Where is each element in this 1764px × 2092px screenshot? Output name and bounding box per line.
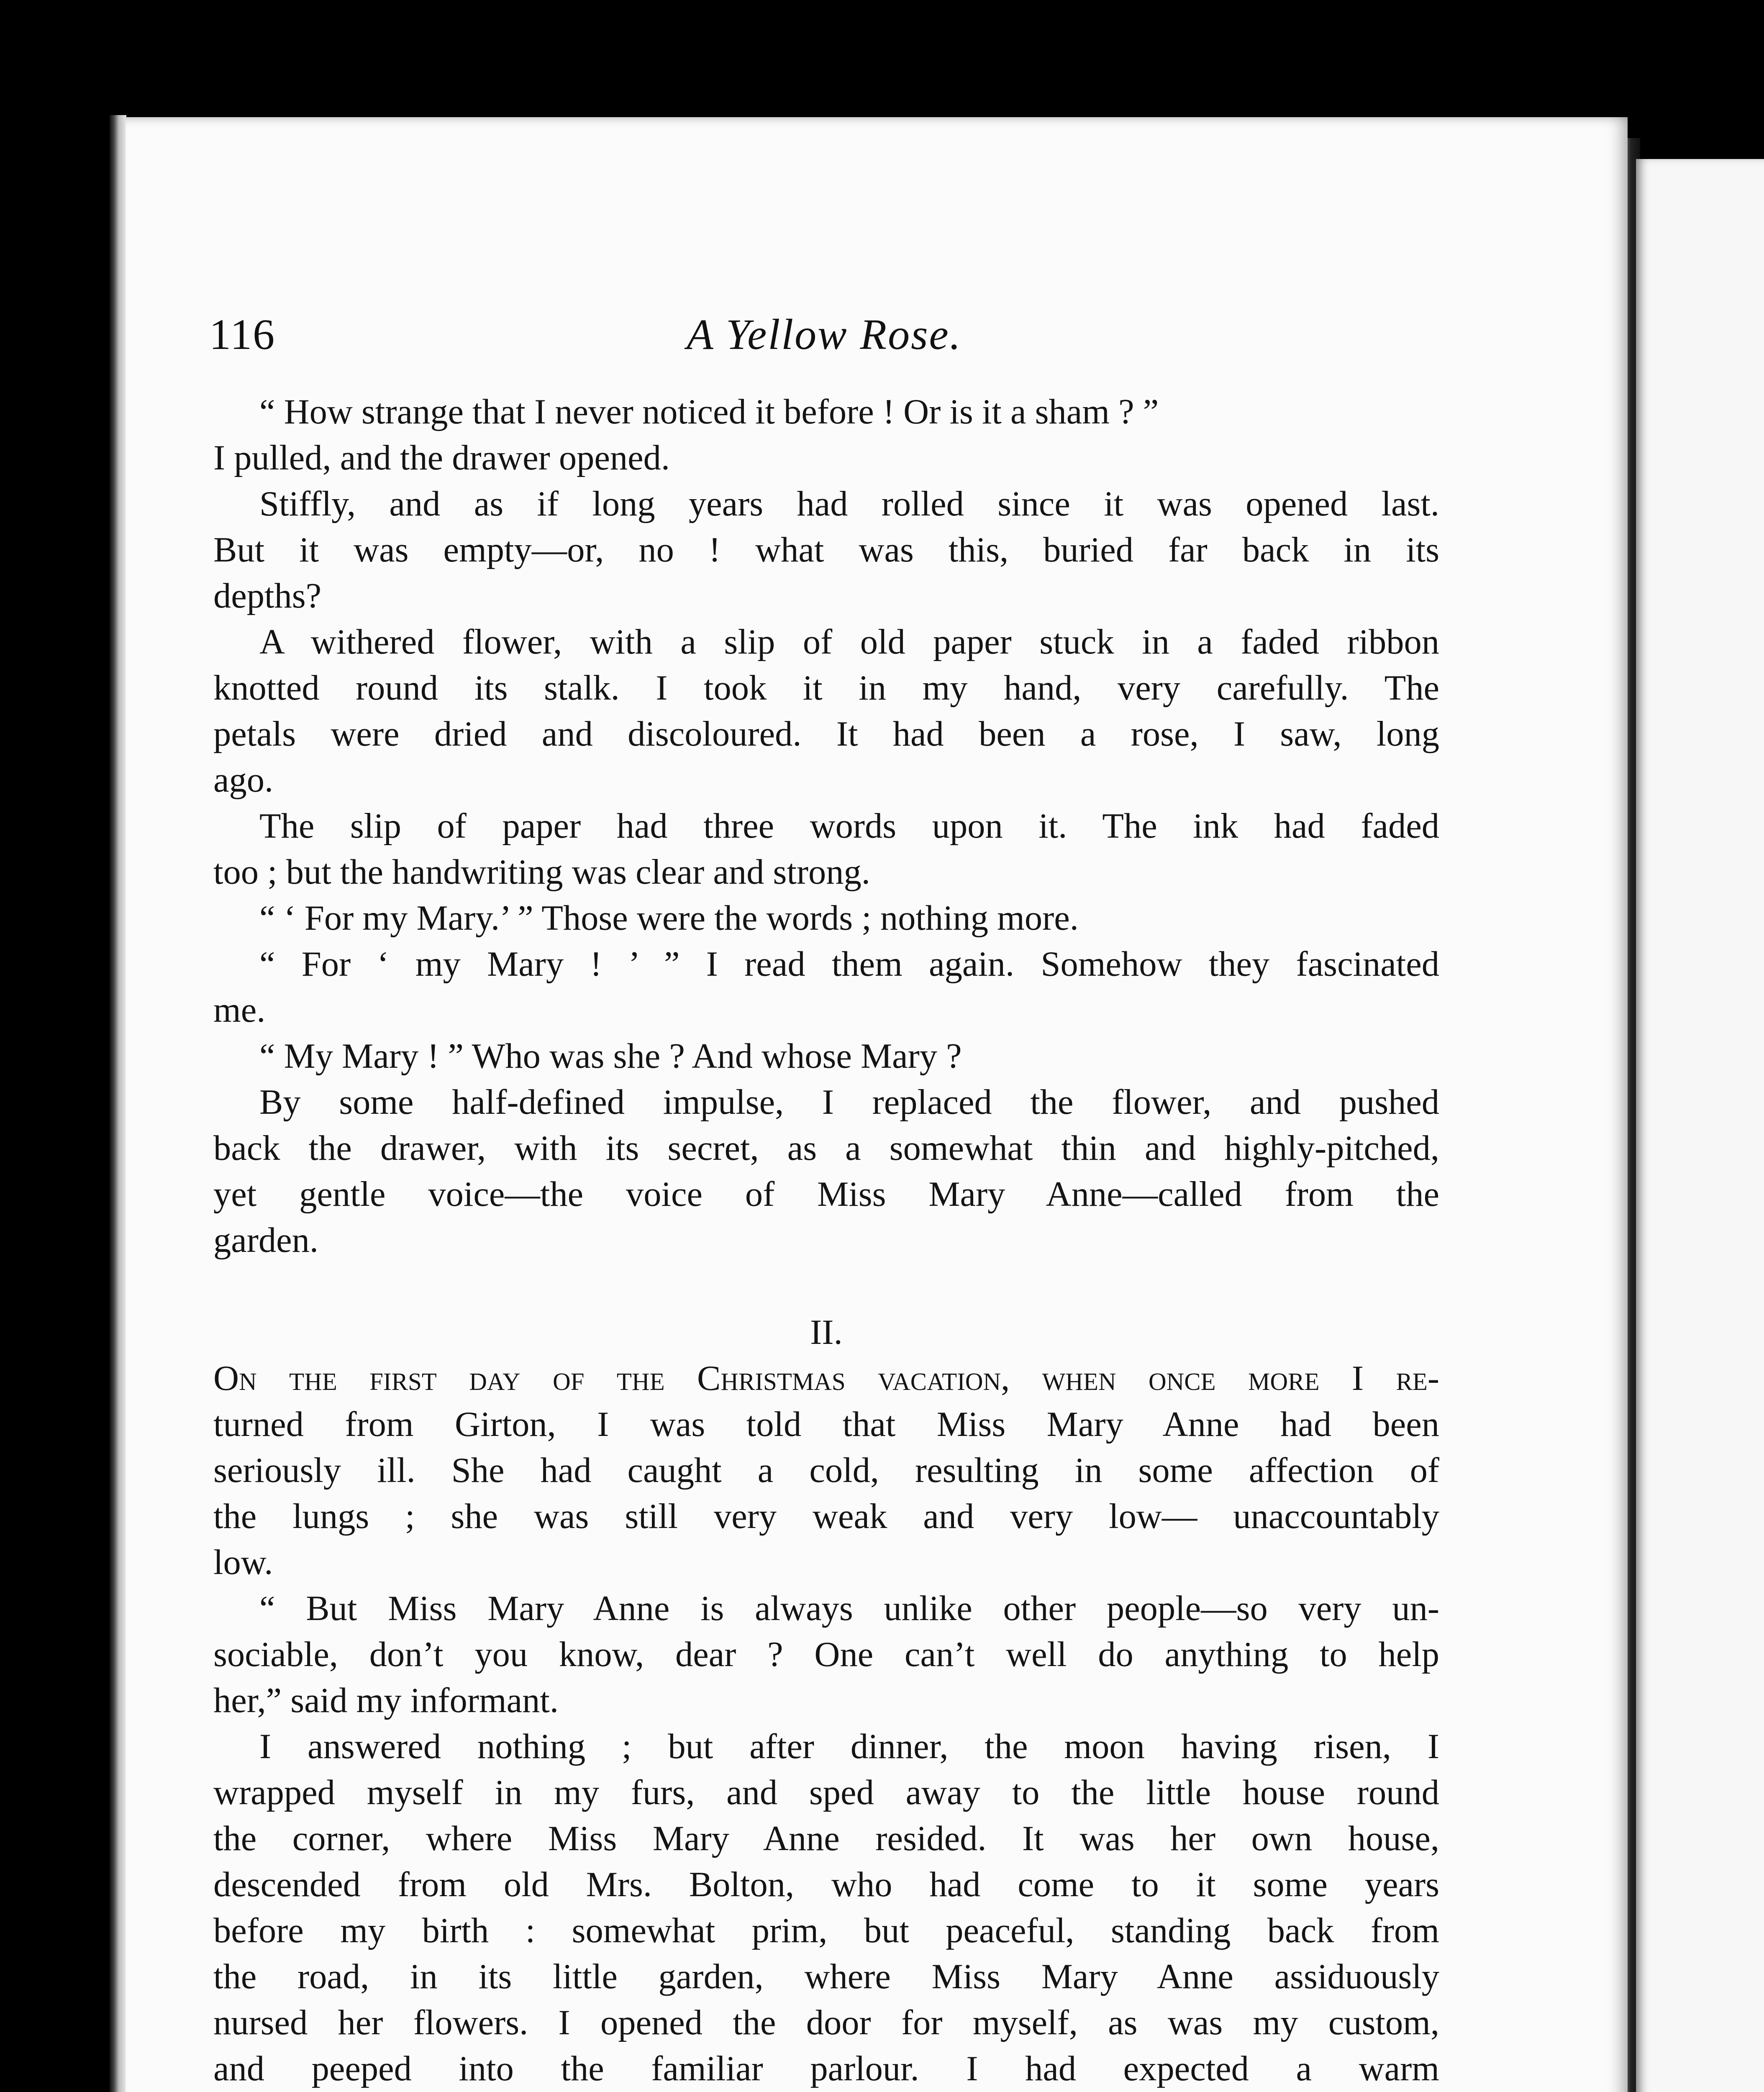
text-line: her,” said my informant. (213, 1681, 559, 1720)
text-line: I pulled, and the drawer opened. (213, 438, 670, 477)
text-line: low. (213, 1543, 273, 1582)
running-head (209, 301, 1439, 368)
page-left-edge (110, 115, 126, 2092)
text-line: yet gentle voice—the voice of Miss Mary Anne—called from the (213, 1175, 1439, 1214)
text-line: nursed her flowers. I opened the door for myself, as was my custom, (213, 2003, 1439, 2042)
text-line: me. (213, 991, 266, 1030)
text-line: “ For ‘ my Mary ! ’ ” I read them again. Somehow they fascinated (259, 945, 1439, 984)
text-line: Stiffly, and as if long years had rolled since it was opened last. (259, 485, 1439, 523)
text-line: seriously ill. She had caught a cold, resulting in some affection of (213, 1451, 1439, 1490)
text-line: “ How strange that I never noticed it before ! Or is it a sham ? ” (259, 392, 1159, 431)
section-heading: II. (810, 1313, 843, 1352)
text-line: A withered flower, with a slip of old paper stuck in a faded ribbon (259, 623, 1439, 661)
text-line: descended from old Mrs. Bolton, who had come to it some years (213, 1865, 1439, 1904)
text-line: wrapped myself in my furs, and sped away to the little house round (213, 1773, 1439, 1812)
text-line: sociable, don’t you know, dear ? One can’t well do anything to help (213, 1635, 1439, 1674)
text-line: garden. (213, 1221, 319, 1260)
text-line: But it was empty—or, no ! what was this, buried far back in its (213, 531, 1439, 569)
text-line: By some half-defined impulse, I replaced the flower, and pushed (259, 1083, 1439, 1122)
text-line: “ But Miss Mary Anne is always unlike other people—so very un- (259, 1589, 1439, 1628)
text-line: turned from Girton, I was told that Miss Mary Anne had been (213, 1405, 1439, 1444)
text-line: and peeped into the familiar parlour. I had expected a warm (213, 2049, 1439, 2088)
text-line: too ; but the handwriting was clear and strong. (213, 853, 870, 892)
text-line: petals were dried and discoloured. It had been a rose, I saw, long (213, 715, 1439, 754)
body-text (213, 389, 1439, 2092)
text-line: I answered nothing ; but after dinner, the moon having risen, I (259, 1727, 1439, 1766)
text-line: back the drawer, with its secret, as a somewhat thin and highly-pitched, (213, 1129, 1439, 1168)
text-line: knotted round its stalk. I took it in my hand, very carefully. The (213, 669, 1439, 708)
text-line: before my birth : somewhat prim, but peaceful, standing back from (213, 1911, 1439, 1950)
text-line: the corner, where Miss Mary Anne resided. It was her own house, (213, 1819, 1439, 1858)
next-page-edge (1636, 159, 1764, 2092)
text-line: The slip of paper had three words upon it. The ink had faded (259, 807, 1439, 846)
running-title: A Yellow Rose. (687, 310, 962, 359)
text-line: “ My Mary ! ” Who was she ? And whose Mary ? (259, 1037, 962, 1076)
blank-line (213, 1264, 1439, 1310)
text-line: the road, in its little garden, where Miss Mary Anne assiduously (213, 1957, 1439, 1996)
text-line: the lungs ; she was still very weak and very low— unaccountably (213, 1497, 1439, 1536)
text-line: depths? (213, 577, 322, 615)
text-line: ago. (213, 761, 274, 800)
page-number: 116 (209, 310, 276, 359)
text-line: “ ‘ For my Mary.’ ” Those were the words ; nothing more. (259, 899, 1079, 938)
text-line: On the first day of the Christmas vacation, when once more I re- (213, 1359, 1439, 1398)
